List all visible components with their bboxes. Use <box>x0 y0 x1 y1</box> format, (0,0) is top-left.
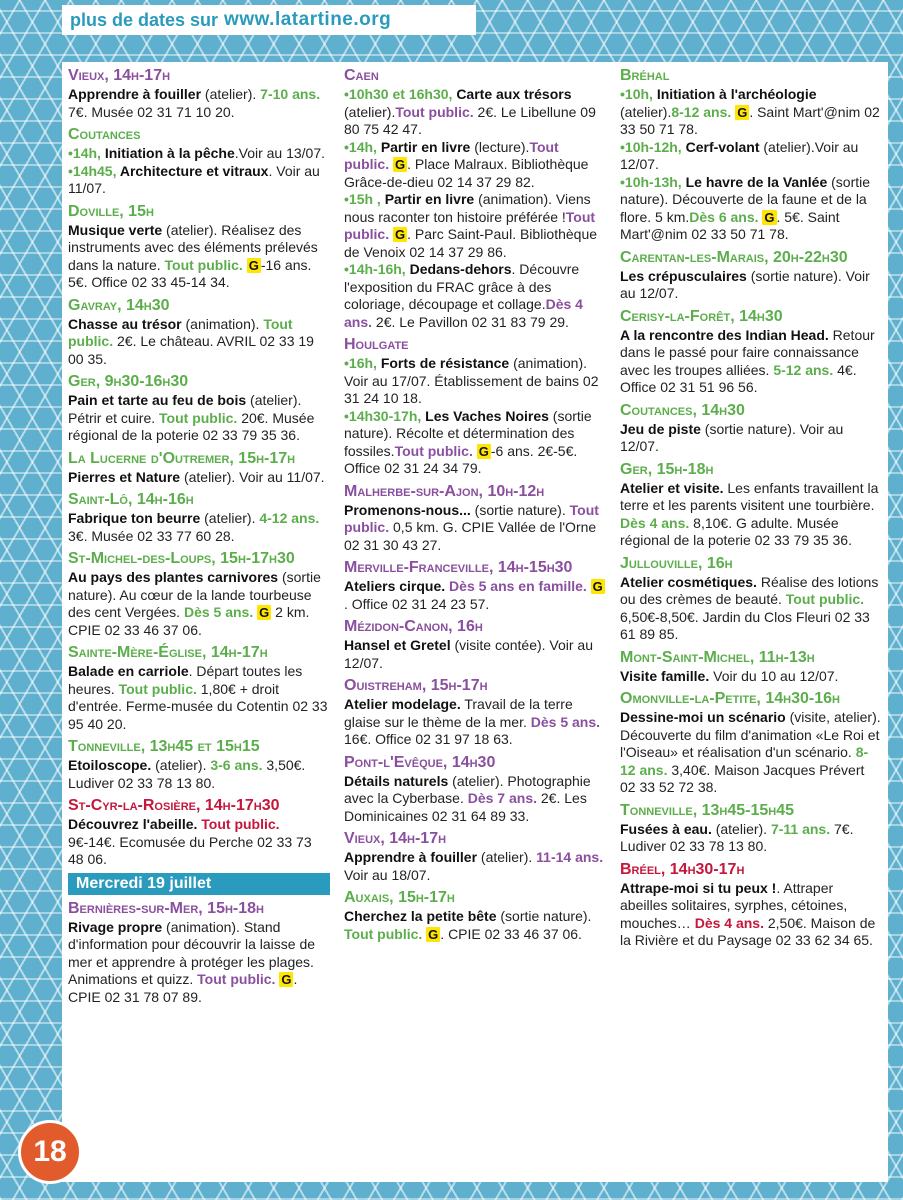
event-slot <box>344 355 606 408</box>
header-prefix: plus de dates sur <box>70 9 219 30</box>
event-place: Houlgate <box>344 336 409 353</box>
event-place: Gavray, 14h30 <box>68 296 170 314</box>
event-entry <box>68 202 330 292</box>
event-public: Dès 7 ans. <box>467 790 537 806</box>
event-slot <box>344 191 606 261</box>
event-desc: (animation). <box>181 315 264 332</box>
event-info: 2,50€. Maison de la Rivière et du Paysage 02 33 62 34 65. <box>620 914 876 948</box>
event-desc: (atelier). <box>201 86 261 102</box>
event-info: . Parc Saint-Paul. Bibliothèque de Venoix 02 14 37 29 86. <box>344 226 598 260</box>
event-place: Auxais, 15h-17h <box>344 889 455 906</box>
event-entry <box>344 829 606 884</box>
slot-time: •14h-16h, <box>344 261 410 277</box>
event-place: Coutances, 14h30 <box>620 401 745 419</box>
header-url-link[interactable]: www.latartine.org <box>224 9 392 30</box>
event-entry <box>344 617 606 672</box>
event-info: -16 ans. 5€. Office 02 33 45-14 34. <box>68 256 312 290</box>
event-place: St-Cyr-la-Rosière, 14h-17h30 <box>68 797 280 814</box>
event-title: Etoiloscope. <box>68 757 152 773</box>
event-title: Détails naturels <box>344 772 449 789</box>
event-entry <box>68 490 330 545</box>
event-desc: (animation). Viens nous raconter ton histoire préférée ! <box>344 191 591 225</box>
event-desc: (visite, atelier). Découverte du film d'animation «Le Roi et l'Oiseau» et réalisation d'un scénario. <box>620 709 881 760</box>
event-place: Tonneville, 13h45-15h45 <box>620 801 795 819</box>
event-slot <box>344 408 606 478</box>
event-public: 3-6 ans. <box>210 757 263 773</box>
agenda-column-3 <box>620 66 882 954</box>
event-entry <box>620 307 882 397</box>
event-place: Sainte-Mère-Église, 14h-17h <box>68 644 268 661</box>
event-desc: . Voir au 11/07. <box>68 162 320 196</box>
event-title: Partir en livre <box>384 191 475 207</box>
event-entry <box>68 549 330 639</box>
event-desc: Les enfants travaillent la terre et les parents visitent une tourbière. <box>620 479 879 513</box>
event-info: 7€. Musée 02 31 71 10 20. <box>68 103 235 120</box>
event-public: Dès 6 ans. <box>689 208 759 225</box>
event-public: Tout public. <box>344 208 596 242</box>
event-title: Dedans-dehors <box>409 261 512 277</box>
event-public: Tout public. <box>344 501 599 535</box>
slot-time: •15h , <box>344 191 385 207</box>
event-title: Pierres et Nature <box>68 468 181 485</box>
event-place: Ouistreham, 15h-17h <box>344 677 488 694</box>
event-desc: (atelier). Pétrir et cuire. <box>68 392 302 426</box>
event-title: Fabrique ton beurre <box>68 510 201 526</box>
event-public: Dès 5 ans en famille. <box>449 578 587 594</box>
event-place: Mont-Saint-Michel, 11h-13h <box>620 648 815 666</box>
date-banner: Mercredi 19 juillet <box>68 873 330 895</box>
event-desc: (sortie nature). Au cœur de la lande tourbeuse des cent Vergées. <box>68 569 321 620</box>
free-badge: G <box>478 443 489 459</box>
slot-time: •10h-13h, <box>620 173 686 190</box>
event-place: Tonneville, 13h45 et 15h15 <box>68 738 260 755</box>
event-desc: (animation). Voir au 17/07. Établissement de bains 02 31 24 10 18. <box>344 355 599 406</box>
event-title: Apprendre à fouiller <box>344 849 478 865</box>
event-title: Au pays des plantes carnivores <box>68 569 279 585</box>
event-slot <box>68 163 330 198</box>
event-public: Tout public. <box>118 680 197 697</box>
free-badge: G <box>737 104 748 120</box>
event-entry <box>344 888 606 943</box>
event-info: . Saint Mart'@nim 02 33 50 71 78. <box>620 103 880 137</box>
event-entry <box>68 66 330 121</box>
event-place: Mézidon-Canon, 16h <box>344 618 483 635</box>
event-title: Cerf-volant <box>685 138 760 155</box>
event-public: Dès 4 ans. <box>344 296 583 330</box>
event-place: Bréel, 14h30-17h <box>620 860 745 878</box>
event-entry <box>344 482 606 555</box>
event-title: Visite famille. <box>620 667 710 684</box>
event-info: 2€. Les Dominicaines 02 31 64 89 33. <box>344 790 587 824</box>
event-title: Atelier cosmétiques. <box>620 573 757 590</box>
event-entry <box>344 66 606 331</box>
free-badge: G <box>428 926 439 942</box>
event-desc: (lecture). <box>470 138 530 155</box>
event-public: Tout public. <box>395 103 474 120</box>
event-place: Bernières-sur-Mer, 15h-18h <box>68 899 264 917</box>
event-title: Les Vaches Noires <box>425 407 549 424</box>
slot-time: •16h, <box>344 355 381 371</box>
event-info: 4€. Office 02 31 51 96 56. <box>620 361 857 395</box>
event-title: Jeu de piste <box>620 420 701 437</box>
event-info: -6 ans. 2€-5€. Office 02 31 24 34 79. <box>344 442 578 476</box>
event-place: Vieux, 14h-17h <box>68 67 171 84</box>
event-title: Musique verte <box>68 221 163 238</box>
event-info: 3,40€. Maison Jacques Prévert 02 33 52 72 38. <box>620 761 865 795</box>
slot-time: •10h, <box>620 86 657 102</box>
event-desc: Réalise des lotions ou des crèmes de beauté. <box>620 573 879 607</box>
event-desc: (atelier). <box>711 820 771 837</box>
event-title: Hansel et Gretel <box>344 637 451 653</box>
event-public: Tout public. <box>785 591 865 607</box>
event-info: . CPIE 02 31 78 07 89. <box>68 971 298 1005</box>
free-badge: G <box>764 209 775 225</box>
event-place: Merville-Franceville, 14h-15h30 <box>344 559 573 576</box>
event-entry <box>344 335 606 478</box>
event-title: Fusées à eau. <box>620 820 712 837</box>
event-slot <box>620 174 882 244</box>
event-public: Tout public. <box>344 925 423 942</box>
event-place: Cerisy-la-Forêt, 14h30 <box>620 307 783 325</box>
event-public: Tout public. <box>394 442 473 459</box>
event-entry <box>620 860 882 950</box>
event-slot <box>344 261 606 331</box>
event-slot <box>68 145 330 163</box>
event-slot <box>620 86 882 139</box>
event-title: Découvrez l'abeille. <box>68 816 198 832</box>
event-entry <box>68 449 330 487</box>
event-entry <box>620 648 882 686</box>
event-public: 7-11 ans. <box>770 820 831 837</box>
event-public: Tout public. <box>344 138 559 172</box>
event-desc: (atelier).Voir au 12/07. <box>620 138 859 172</box>
event-info: 3,50€. Ludiver 02 33 78 13 80. <box>68 757 306 791</box>
event-place: Saint-Lô, 14h-16h <box>68 491 194 508</box>
event-place: Carentan-les-Marais, 20h-22h30 <box>620 248 848 266</box>
event-desc: (atelier). <box>344 103 396 120</box>
event-public: 8-12 ans. <box>620 744 869 778</box>
event-public: Tout public. <box>164 256 243 273</box>
agenda-column-1 <box>68 66 330 1010</box>
event-desc: (atelier). <box>477 849 537 865</box>
event-place: La Lucerne d'Outremer, 15h-17h <box>68 449 296 467</box>
event-desc: Voir du 10 au 12/07. <box>709 667 839 684</box>
event-desc: (atelier). Voir au 11/07. <box>180 468 325 485</box>
event-info: 2€. Le château. AVRIL 02 33 19 00 35. <box>68 333 314 367</box>
agenda-content <box>62 62 888 1182</box>
event-desc: .Voir au 13/07. <box>234 145 326 161</box>
event-info: 0,5 km. G. CPIE Vallée de l'Orne 02 31 30 43 27. <box>344 519 597 553</box>
event-title: A la rencontre des Indian Head. <box>620 326 829 343</box>
event-entry <box>620 801 882 856</box>
event-info: . Office 02 31 24 23 57. <box>344 595 490 612</box>
event-public: 5-12 ans. <box>773 361 834 378</box>
slot-time: •14h, <box>344 138 381 155</box>
event-info: 2€. Le Pavillon 02 31 83 79 29. <box>372 313 569 330</box>
event-public: Tout public. <box>68 315 293 349</box>
event-entry <box>68 796 330 869</box>
event-info: 20€. Musée régional de la poterie 02 33 79 35 36. <box>68 409 315 443</box>
event-title: Chasse au trésor <box>68 315 182 332</box>
event-title: Ateliers cirque. <box>344 578 446 594</box>
event-title: Le havre de la Vanlée <box>685 173 828 190</box>
event-entry <box>620 66 882 244</box>
event-public: Dès 5 ans. <box>183 604 254 620</box>
event-place: Omonville-la-Petite, 14h30-16h <box>620 690 840 707</box>
event-title: Architecture et vitraux <box>119 162 269 179</box>
event-entry <box>344 676 606 749</box>
event-place: Doville, 15h <box>68 202 154 220</box>
event-desc: (sortie nature). Récolte et détermination des fossiles. <box>344 407 592 459</box>
event-place: Coutances <box>68 126 141 143</box>
event-desc: (atelier). Réalisez des instruments avec des éléments prélevés dans la nature. <box>68 221 318 273</box>
free-badge: G <box>281 972 292 987</box>
slot-time: •14h30-17h, <box>344 407 426 424</box>
event-place: Pont-l'Evêque, 14h30 <box>344 753 496 771</box>
event-title: Dessine-moi un scénario <box>620 709 786 725</box>
event-title: Attrape-moi si tu peux ! <box>620 879 777 896</box>
event-desc: (animation). Stand d'information pour découvrir la laisse de mer et apprendre à protéger les plages. Animations et quizz. <box>68 918 316 987</box>
event-place: Bréhal <box>620 67 670 84</box>
event-info: 3€. Musée 02 33 77 60 28. <box>68 527 235 544</box>
event-slot <box>344 139 606 192</box>
event-title: Partir en livre <box>380 138 471 155</box>
event-public: Dès 4 ans. <box>694 914 764 931</box>
event-place: Ger, 9h30-16h30 <box>68 373 189 390</box>
event-desc: . Découvre l'exposition du FRAC grâce à des coloriage, découpage et collage. <box>344 261 580 312</box>
event-public: 4-12 ans. <box>259 510 320 526</box>
event-entry <box>68 643 330 733</box>
event-public: Tout public. <box>159 409 238 426</box>
event-title: Cherchez la petite bête <box>344 908 497 924</box>
event-title: Apprendre à fouiller <box>68 86 202 102</box>
event-public: Dès 5 ans. <box>530 713 601 730</box>
event-desc: (atelier). <box>200 510 260 526</box>
event-title: Promenons-nous... <box>344 501 471 518</box>
event-desc: (atelier). <box>620 103 672 120</box>
slot-time: •14h, <box>68 145 105 161</box>
event-public: 11-14 ans. <box>536 849 604 865</box>
site-header <box>62 5 476 35</box>
event-info: Voir au 18/07. <box>344 866 431 883</box>
slot-time: •10h30 et 16h30, <box>344 86 457 102</box>
event-info: . Place Malraux. Bibliothèque Grâce-de-dieu 02 14 37 29 82. <box>344 156 589 190</box>
event-desc: (sortie nature). <box>470 501 570 518</box>
event-entry <box>620 689 882 797</box>
event-info: 7€. Ludiver 02 33 78 13 80. <box>620 820 854 854</box>
event-info: 16€. Office 02 31 97 18 63. <box>344 731 513 747</box>
event-title: Pain et tarte au feu de bois <box>68 392 247 408</box>
event-entry <box>68 899 330 1007</box>
event-info: 1,80€ + droit d'entrée. Ferme-musée du Cotentin 02 33 95 40 20. <box>68 680 328 732</box>
event-public: Tout public. <box>201 816 280 832</box>
event-title: Atelier modelage. <box>344 696 461 712</box>
event-desc: . Attraper abeilles solitaires, syrphes, cétoines, mouches… <box>620 879 848 931</box>
event-title: Forts de résistance <box>380 355 510 371</box>
event-slot <box>620 139 882 174</box>
event-entry <box>620 248 882 303</box>
event-entry <box>68 296 330 369</box>
free-badge: G <box>395 157 406 172</box>
event-desc: (visite contée). Voir au 12/07. <box>344 637 594 671</box>
event-entry <box>68 125 330 198</box>
event-title: Les crépusculaires <box>620 267 747 284</box>
event-place: Ger, 15h-18h <box>620 460 714 478</box>
event-place: Vieux, 14h-17h <box>344 830 447 847</box>
event-title: Atelier et visite. <box>620 479 724 496</box>
event-info: . CPIE 02 33 46 37 06. <box>440 925 582 942</box>
free-badge: G <box>248 257 259 273</box>
event-title: Initiation à la pêche <box>104 145 235 161</box>
event-desc: (sortie nature). Voir au 12/07. <box>620 420 844 454</box>
free-badge: G <box>395 227 406 242</box>
event-desc: (sortie nature). <box>496 908 592 924</box>
event-desc: (atelier). Photographie avec la Cyberbase. <box>344 772 591 806</box>
event-desc: (sortie nature). Voir au 12/07. <box>620 267 870 301</box>
event-place: Jullouville, 16h <box>620 554 733 572</box>
event-place: Caen <box>344 67 379 84</box>
event-entry <box>68 737 330 792</box>
event-entry <box>620 460 882 550</box>
slot-time: •14h45, <box>68 162 120 179</box>
event-public: Dès 4 ans. <box>620 514 690 531</box>
event-info: 2 km. CPIE 02 33 46 37 06. <box>68 604 310 638</box>
event-title: Rivage propre <box>68 918 163 935</box>
free-badge: G <box>592 579 603 594</box>
event-public: 8-12 ans. <box>671 103 732 120</box>
event-desc: Retour dans le passé pour faire connaissance avec les troupes alliées. <box>620 326 875 378</box>
event-desc: (sortie nature). Découverte de la faune et de la flore. 5 km. <box>620 173 871 225</box>
event-info: 2€. Le Libellune 09 80 75 42 47. <box>344 103 596 137</box>
event-public: 7-10 ans. <box>260 86 321 102</box>
event-title: Carte aux trésors <box>456 86 572 102</box>
event-entry <box>344 753 606 826</box>
event-title: Balade en carriole <box>68 663 189 679</box>
event-desc: Travail de la terre glaise sur le thème de la mer. <box>344 696 573 730</box>
free-badge: G <box>259 605 270 620</box>
event-entry <box>620 554 882 644</box>
event-public: Tout public. <box>197 971 276 987</box>
event-desc: . Départ toutes les heures. <box>68 663 303 697</box>
event-desc: (atelier). <box>151 757 211 773</box>
event-info: 8,10€. G adulte. Musée régional de la poterie 02 33 79 35 36. <box>620 514 852 548</box>
slot-time: •10h-12h, <box>620 138 686 155</box>
event-entry <box>68 372 330 445</box>
event-info: 6,50€-8,50€. Jardin du Clos Fleuri 02 33 61 89 85. <box>620 608 870 642</box>
event-place: St-Michel-des-Loups, 15h-17h30 <box>68 550 295 567</box>
event-entry <box>344 558 606 613</box>
page-number: 18 <box>18 1120 82 1184</box>
event-info: 9€-14€. Ecomusée du Perche 02 33 73 48 06. <box>68 833 312 867</box>
event-slot <box>344 86 606 139</box>
event-place: Malherbe-sur-Ajon, 10h-12h <box>344 482 545 500</box>
event-entry <box>620 401 882 456</box>
event-info: . 5€. Saint Mart'@nim 02 33 50 71 78. <box>620 208 840 242</box>
event-title: Initiation à l'archéologie <box>656 86 817 102</box>
agenda-column-2 <box>344 66 606 947</box>
